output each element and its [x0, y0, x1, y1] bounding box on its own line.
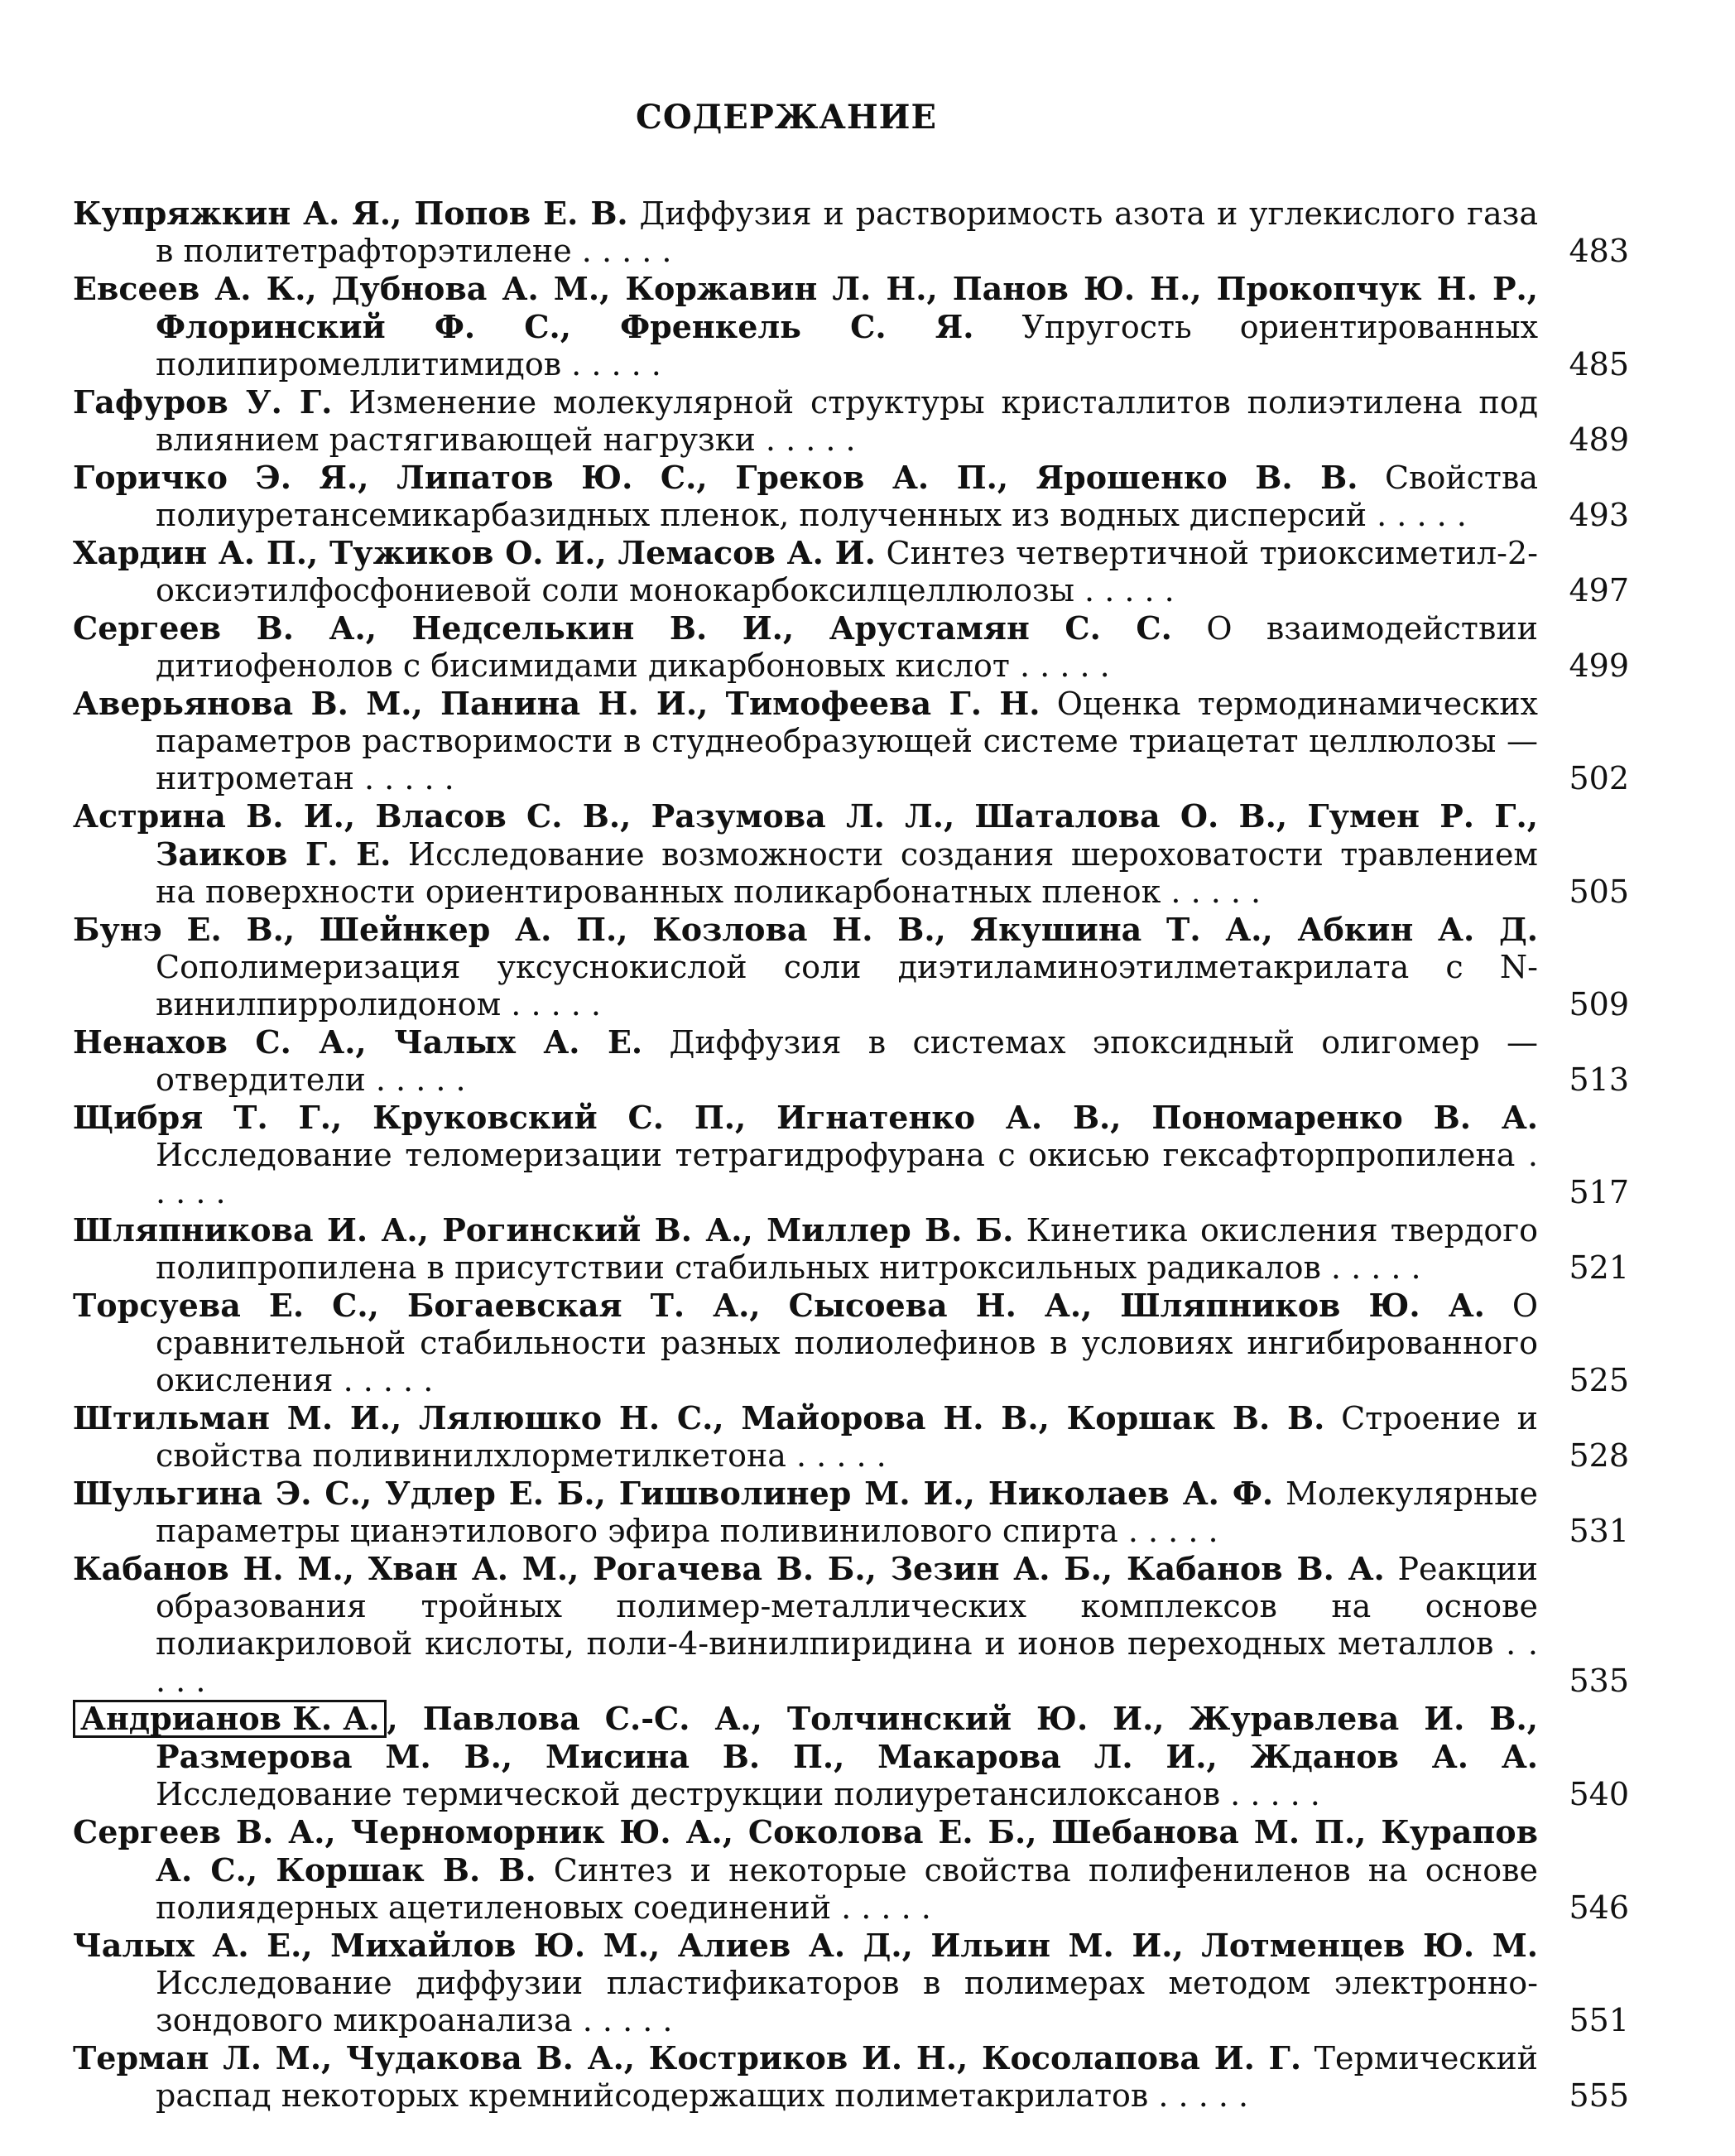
- entry-title: Синтез и некоторые свойства полифениленов на основе полиядерных ацетиленовых соединений: [156, 1852, 1538, 1926]
- page-number: 489: [1569, 421, 1629, 458]
- toc-entry-text: [73, 1927, 1538, 2039]
- leader-dots: . . . . .: [1074, 572, 1175, 609]
- toc-entry-text: [73, 383, 1538, 459]
- entry-authors: Терман Л. М., Чудакова В. А., Костриков И. Н., Косолапова И. Г.: [73, 2039, 1302, 2077]
- page-number: 502: [1569, 760, 1629, 796]
- entry-title: Строение и свойства поливинилхлорметилкетона: [156, 1400, 1538, 1474]
- leader-dots: . . . . .: [1009, 647, 1110, 684]
- toc-entry-text: [73, 270, 1538, 383]
- entry-authors: Гафуров У. Г.: [73, 383, 333, 421]
- entry-authors: Ненахов С. А., Чалых А. Е.: [73, 1023, 643, 1061]
- entry-authors: Купряжкин А. Я., Попов Е. В.: [73, 195, 628, 232]
- toc-entry: [73, 1399, 1629, 1475]
- toc-entry: [73, 383, 1629, 459]
- toc-entry-text: [73, 1023, 1538, 1099]
- entry-title: О сравнительной стабильности разных полиолефинов в условиях ингибированного окисления: [156, 1287, 1538, 1398]
- entry-authors: Шульгина Э. С., Удлер Е. Б., Гишволинер М. И., Николаев А. Ф.: [73, 1475, 1274, 1512]
- entry-authors: Хардин А. П., Тужиков О. И., Лемасов А. И.: [73, 534, 876, 571]
- page-number: 499: [1569, 647, 1629, 684]
- page-number: 540: [1569, 1776, 1629, 1812]
- toc-entry: [73, 797, 1629, 911]
- entry-authors: Аверьянова В. М., Панина Н. И., Тимофеева Г. Н.: [73, 685, 1041, 722]
- entry-title: Исследование теломеризации тетрагидрофурана с окисью гексафторпропилена: [156, 1137, 1516, 1173]
- toc-entry: [73, 1099, 1629, 1211]
- page-number: 521: [1569, 1249, 1629, 1286]
- leader-dots: . . . . .: [333, 1362, 434, 1398]
- leader-dots: . . . . .: [786, 1437, 887, 1474]
- toc-entry-text: [73, 609, 1538, 685]
- toc-entry: [73, 609, 1629, 685]
- toc-entry-text: [73, 195, 1538, 270]
- boxed-author: Андрианов К. А.: [73, 1700, 387, 1738]
- entry-authors: Торсуева Е. С., Богаевская Т. А., Сысоева Н. А., Шляпников Ю. А.: [73, 1287, 1485, 1324]
- page-number: 555: [1569, 2077, 1629, 2114]
- entry-authors: Горичко Э. Я., Липатов Ю. С., Греков А. П., Ярошенко В. В.: [73, 459, 1358, 496]
- page-number: 509: [1569, 986, 1629, 1023]
- page-number: 528: [1569, 1437, 1629, 1474]
- toc-entry: [73, 1287, 1629, 1399]
- page-number: 531: [1569, 1513, 1629, 1549]
- entry-title: Исследование возможности создания шероховатости травлением на поверхности ориентированных поликарбонатных пленок: [156, 836, 1538, 910]
- leader-dots: . . . . .: [561, 346, 661, 383]
- page-number: 485: [1569, 346, 1629, 383]
- table-of-contents: [73, 195, 1629, 2115]
- leader-dots: . . . . .: [1220, 1776, 1320, 1812]
- toc-entry-text: [73, 1211, 1538, 1287]
- toc-entry: [73, 1475, 1629, 1550]
- toc-entry: [73, 911, 1629, 1023]
- entry-authors: Астрина В. И., Власов С. В., Разумова Л. Л., Шаталова О. В., Гумен Р. Г., Заиков Г. Е.: [73, 797, 1538, 873]
- leader-dots: . . . . .: [572, 2002, 673, 2038]
- entry-authors: Бунэ Е. В., Шейнкер А. П., Козлова Н. В., Якушина Т. А., Абкин А. Д.: [73, 911, 1538, 948]
- entry-title: Исследование термической деструкции полиуретансилоксанов: [156, 1776, 1221, 1812]
- toc-entry: [73, 685, 1629, 797]
- toc-entry: [73, 270, 1629, 383]
- leader-dots: . . . . .: [1117, 1513, 1218, 1549]
- toc-entry-text: [73, 911, 1538, 1023]
- toc-entry: [73, 1023, 1629, 1099]
- entry-title: Свойства полиуретансемикарбазидных пленок, полученных из водных дисперсий: [156, 460, 1538, 533]
- leader-dots: . . . . .: [831, 1889, 931, 1926]
- page-number: 551: [1569, 2002, 1629, 2038]
- entry-title: Диффузия в системах эпоксидный олигомер — отвердители: [156, 1024, 1538, 1098]
- page-number: 513: [1569, 1061, 1629, 1098]
- leader-dots: . . . . .: [156, 1625, 1538, 1699]
- entry-title: Кинетика окисления твердого полипропилена в присутствии стабильных нитроксильных радикалов: [156, 1212, 1539, 1286]
- entry-title: Реакции образования тройных полимер-металлических комплексов на основе полиакриловой кислоты, поли-4-винилпиридина и ионов переходных металлов: [156, 1551, 1538, 1662]
- entry-title: Термический распад некоторых кремнийсодержащих полиметакрилатов: [156, 2040, 1538, 2114]
- entry-authors: Кабанов Н. М., Хван А. М., Рогачева В. Б., Зезин А. Б., Кабанов В. А.: [73, 1550, 1385, 1587]
- entry-title: Молекулярные параметры цианэтилового эфира поливинилового спирта: [156, 1475, 1538, 1549]
- leader-dots: . . . . .: [365, 1061, 466, 1098]
- toc-entry: [73, 459, 1629, 534]
- toc-entry-text: [73, 1813, 1538, 1927]
- leader-dots: . . . . .: [1148, 2077, 1249, 2114]
- leader-dots: . . . . .: [1161, 873, 1262, 910]
- toc-entry-text: [73, 797, 1538, 911]
- toc-entry-text: [73, 1099, 1538, 1211]
- leader-dots: . . . . .: [156, 1137, 1538, 1210]
- page-number: 505: [1569, 873, 1629, 910]
- leader-dots: . . . . .: [353, 760, 454, 796]
- toc-entry: [73, 1927, 1629, 2039]
- page-number: 546: [1569, 1889, 1629, 1926]
- entry-title: Изменение молекулярной структуры кристаллитов полиэтилена под влиянием растягивающей нагрузки: [156, 384, 1539, 458]
- toc-entry: [73, 1550, 1629, 1700]
- leader-dots: . . . . .: [501, 986, 601, 1023]
- toc-entry-text: [73, 1700, 1538, 1813]
- toc-entry-text: [73, 1287, 1538, 1399]
- entry-authors: Шляпникова И. А., Рогинский В. А., Миллер В. Б.: [73, 1211, 1014, 1249]
- page-title: СОДЕРЖАНИЕ: [636, 98, 937, 137]
- toc-entry-text: [73, 534, 1538, 609]
- page-number: 497: [1569, 572, 1629, 609]
- leader-dots: . . . . .: [1367, 497, 1467, 533]
- leader-dots: . . . . .: [755, 421, 856, 458]
- page-number: 525: [1569, 1362, 1629, 1398]
- entry-title: Сополимеризация уксуснокислой соли диэтиламиноэтилметакрилата с N-винилпирролидоном: [156, 949, 1538, 1023]
- toc-entry-text: [73, 459, 1538, 534]
- entry-title: Диффузия и растворимость азота и углекислого газа в политетрафторэтилене: [156, 195, 1538, 269]
- toc-entry: [73, 1211, 1629, 1287]
- entry-title: Упругость ориентированных полипиромеллитимидов: [156, 309, 1538, 383]
- toc-entry-text: [73, 2039, 1538, 2115]
- entry-authors: Сергеев В. А., Недселькин В. И., Арустамян С. С.: [73, 609, 1172, 647]
- toc-entry-text: [73, 1399, 1538, 1475]
- entry-title: Исследование диффузии пластификаторов в полимерах методом электронно-зондового микроанализа: [156, 1965, 1538, 2038]
- toc-entry: [73, 195, 1629, 270]
- toc-entry: [73, 1813, 1629, 1927]
- leader-dots: . . . . .: [1320, 1249, 1421, 1286]
- page-number: 493: [1569, 497, 1629, 533]
- leader-dots: . . . . .: [571, 233, 672, 269]
- page-number: 535: [1569, 1663, 1629, 1699]
- entry-authors: Чалых А. Е., Михайлов Ю. М., Алиев А. Д., Ильин М. И., Лотменцев Ю. М.: [73, 1927, 1538, 1964]
- entry-authors: Щибря Т. Г., Круковский С. П., Игнатенко А. В., Пономаренко В. А.: [73, 1099, 1538, 1136]
- entry-authors: , Павлова С.-С. А., Толчинский Ю. И., Журавлева И. В., Размерова М. В., Мисина В. П., Макарова Л. И., Жданов А. А.: [156, 1700, 1538, 1775]
- toc-entry-text: [73, 1550, 1538, 1700]
- toc-entry-text: [73, 685, 1538, 797]
- page-number: 517: [1569, 1174, 1629, 1210]
- entry-authors: Сергеев В. А., Черноморник Ю. А., Соколова Е. Б., Шебанова М. П., Курапов А. С., Коршак В. В.: [73, 1813, 1538, 1889]
- toc-entry: [73, 534, 1629, 609]
- toc-entry: [73, 2039, 1629, 2115]
- toc-entry-text: [73, 1475, 1538, 1550]
- entry-title: Оценка термодинамических параметров растворимости в студнеобразующей системе триацетат целлюлозы — нитрометан: [156, 686, 1538, 796]
- entry-title: О взаимодействии дитиофенолов с бисимидами дикарбоновых кислот: [156, 610, 1538, 684]
- toc-entry: [73, 1700, 1629, 1813]
- entry-title: Синтез четвертичной триоксиметил-2-оксиэтилфосфониевой соли монокарбоксилцеллюлозы: [156, 535, 1538, 609]
- entry-authors: Евсеев А. К., Дубнова А. М., Коржавин Л. Н., Панов Ю. Н., Прокопчук Н. Р., Флоринский Ф. С., Френкель С. Я.: [73, 270, 1538, 345]
- page-number: 483: [1569, 233, 1629, 269]
- entry-authors: Штильман М. И., Лялюшко Н. С., Майорова Н. В., Коршак В. В.: [73, 1399, 1325, 1437]
